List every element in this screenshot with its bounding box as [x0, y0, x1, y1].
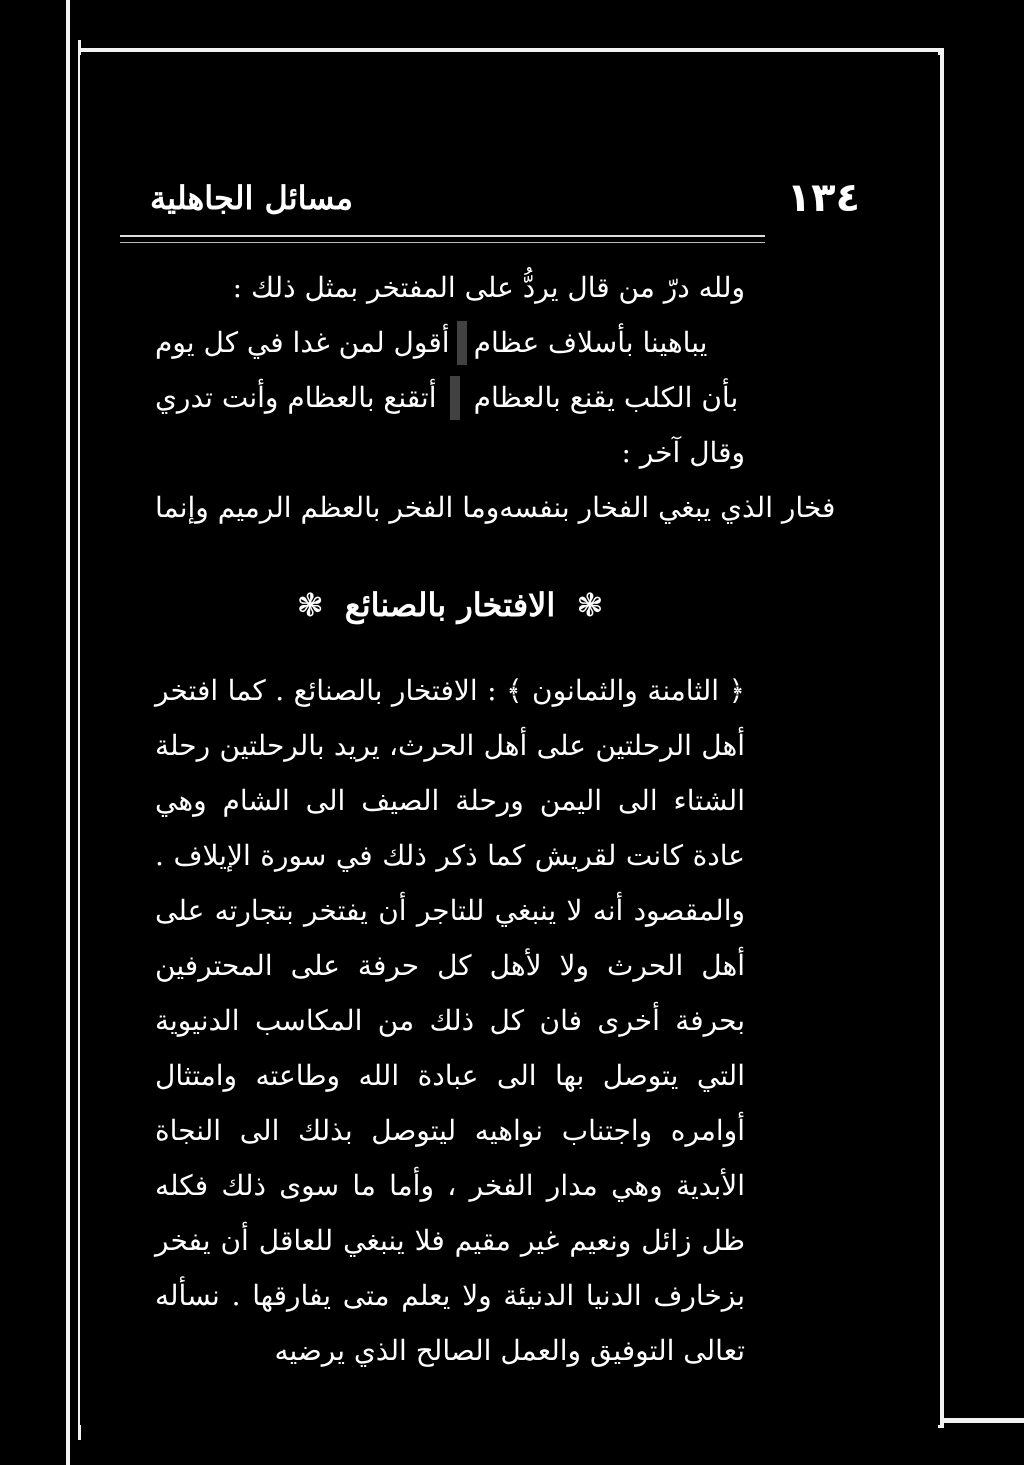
ornament-right: ❃: [576, 586, 604, 624]
top-border-line: [80, 48, 942, 52]
header-rule-thin: [120, 242, 765, 243]
left-border-line: [66, 0, 70, 1465]
intro-line-2: وقال آخر :: [621, 436, 745, 469]
section-heading: [155, 575, 745, 635]
verse-3-first-half: وما الفخر بالعظم الرميم وإنما: [155, 491, 500, 524]
verse-2-first-half: أتقنع بالعظام وأنت تدري: [155, 381, 437, 414]
header-rule: [120, 235, 765, 237]
verse-3: [155, 480, 836, 535]
book-page: [80, 55, 940, 1425]
page-body: [155, 260, 836, 1378]
page-number: ١٣٤: [786, 175, 860, 221]
verse-2: [155, 370, 745, 425]
intro-line: ولله درّ من قال يردُّ على المفتخر بمثل ذلك :: [232, 271, 745, 304]
page-header: [140, 175, 880, 235]
running-title: مسائل الجاهلية: [150, 179, 354, 217]
verse-divider: [457, 321, 467, 365]
verse-divider: [450, 376, 460, 420]
paragraph: ﴿ الثامنة والثمانون ﴾ : الافتخار بالصنائع . كما افتخر أهل الرحلتين على أهل الحرث، يريد بالرحلتين رحلة الشتاء الى اليمن ورحلة الصيف الى الشام وهي عادة كانت لقريش كما ذكر ذلك في سورة الإيلاف . والمقصود أنه لا ينبغي للتاجر أن يفتخر بتجارته على أهل الحرث ولا لأهل كل حرفة على المحترفين بحرفة أخرى فان كل ذلك من المكاسب الدنيوية التي يتوصل بها الى عبادة الله وطاعته وامتثال أوامره واجتناب نواهيه ليتوصل بذلك الى النجاة الأبدية وهي مدار الفخر ، وأما ما سوى ذلك فكله ظل زائل ونعيم غير مقيم فلا ينبغي للعاقل أن يفخر بزخارف الدنيا الدنيئة ولا يعلم متى يفارقها . نسأله تعالى التوفيق والعمل الصالح الذي يرضيه: [155, 674, 746, 1367]
verse-1-first-half: أقول لمن غدا في كل يوم: [155, 326, 450, 359]
ornament-left: ❃: [296, 586, 324, 624]
verse-3-second-half: فخار الذي يبغي الفخار بنفسه: [499, 491, 836, 524]
verse-1-second-half: يباهينا بأسلاف عظام: [473, 326, 708, 359]
section-title: الافتخار بالصنائع: [344, 586, 556, 624]
verse-2-second-half: بأن الكلب يقنع بالعظام: [473, 381, 739, 414]
verse-1: [155, 315, 745, 370]
